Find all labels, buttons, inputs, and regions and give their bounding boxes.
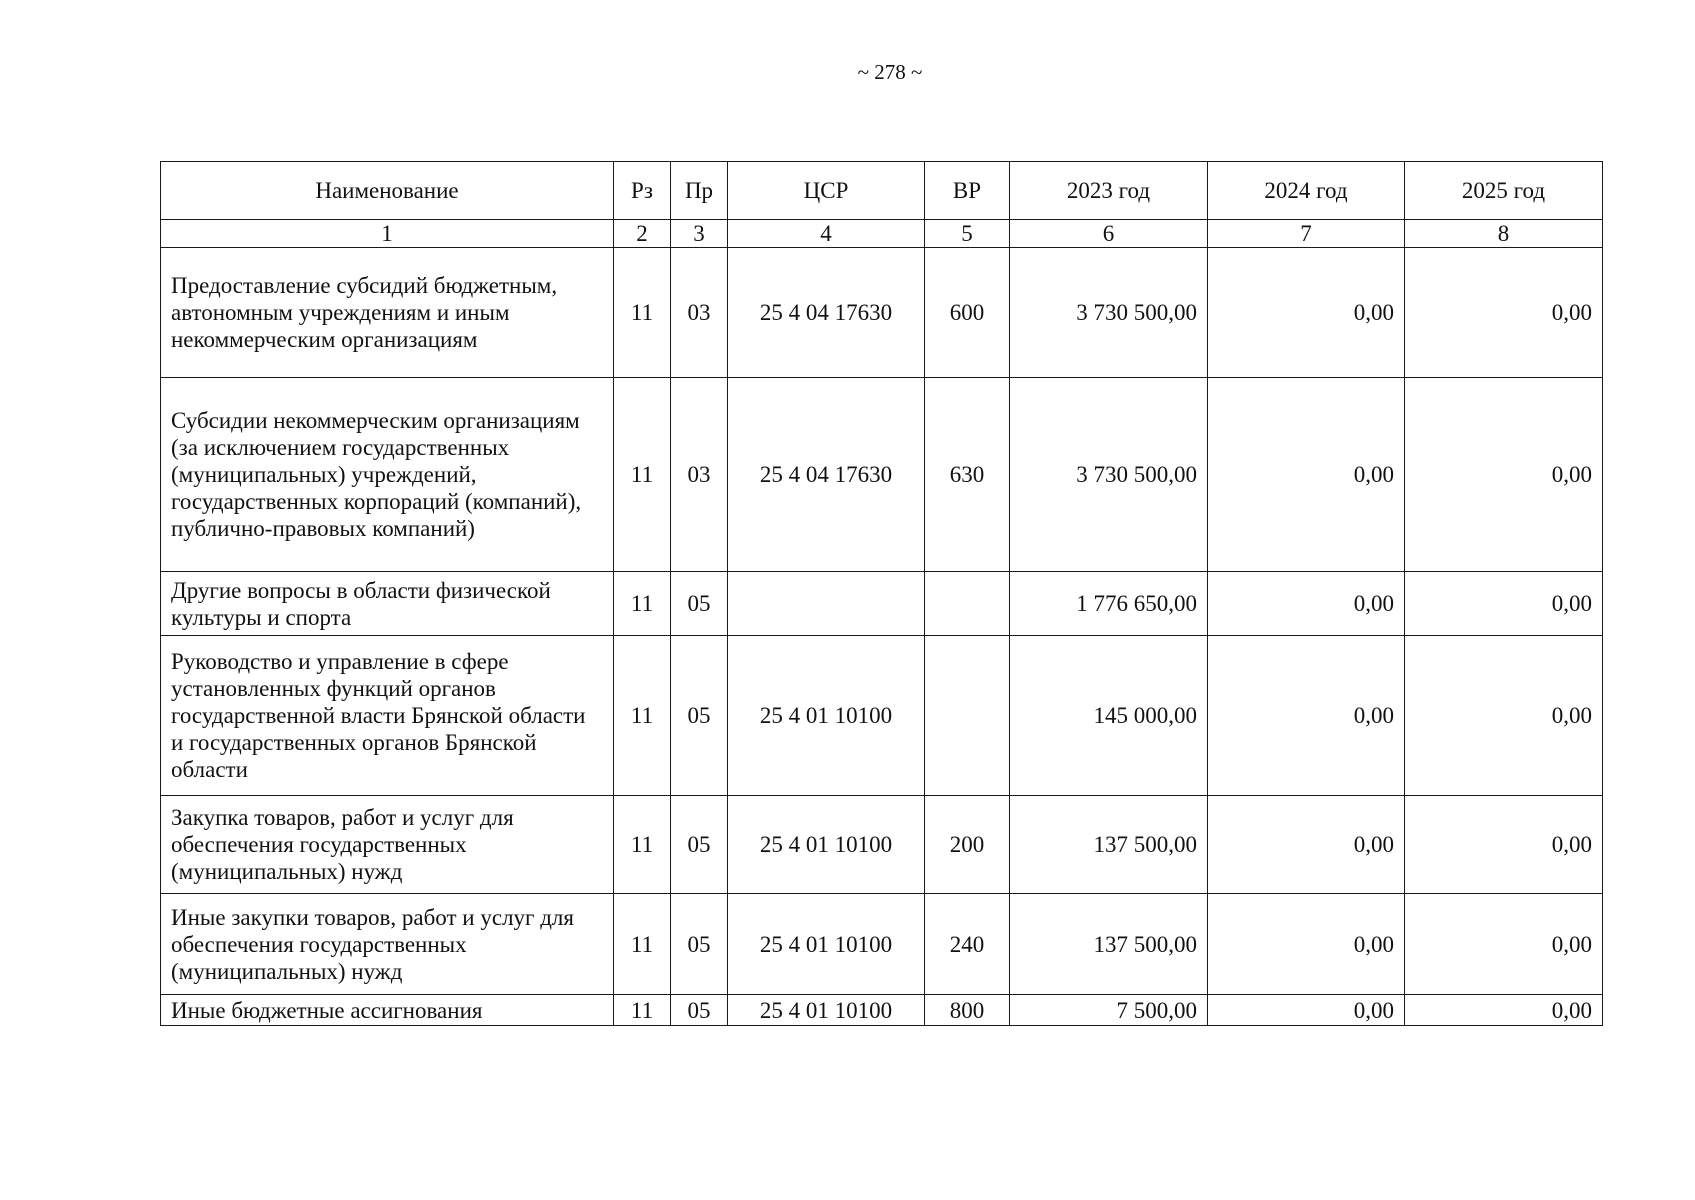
cell-rz: 11 bbox=[614, 796, 671, 894]
cell-vr bbox=[925, 636, 1010, 796]
column-number: 7 bbox=[1208, 220, 1405, 248]
cell-vr: 600 bbox=[925, 248, 1010, 378]
cell-rz: 11 bbox=[614, 995, 671, 1026]
cell-rz: 11 bbox=[614, 636, 671, 796]
cell-csr bbox=[728, 572, 925, 636]
cell-vr: 240 bbox=[925, 894, 1010, 995]
column-number: 3 bbox=[671, 220, 728, 248]
table-row bbox=[161, 572, 1603, 636]
header-rz: Рз bbox=[614, 162, 671, 220]
header-vr: ВР bbox=[925, 162, 1010, 220]
cell-pr: 05 bbox=[671, 636, 728, 796]
cell-2024: 0,00 bbox=[1208, 995, 1405, 1026]
cell-csr: 25 4 01 10100 bbox=[728, 796, 925, 894]
cell-pr: 05 bbox=[671, 572, 728, 636]
header-2025: 2025 год bbox=[1405, 162, 1603, 220]
column-number: 4 bbox=[728, 220, 925, 248]
cell-pr: 05 bbox=[671, 796, 728, 894]
page-number: ~ 278 ~ bbox=[857, 60, 923, 84]
cell-name: Предоставление субсидий бюджетным, автономным учреждениям и иным некоммерческим организациям bbox=[161, 248, 614, 378]
cell-2025: 0,00 bbox=[1405, 378, 1603, 572]
header-pr: Пр bbox=[671, 162, 728, 220]
header-2024: 2024 год bbox=[1208, 162, 1405, 220]
cell-name: Субсидии некоммерческим организациям (за исключением государственных (муниципальных) учреждений, государственных корпораций (компаний), публично-правовых компаний) bbox=[161, 378, 614, 572]
table-row bbox=[161, 995, 1603, 1026]
header-name: Наименование bbox=[161, 162, 614, 220]
cell-csr: 25 4 01 10100 bbox=[728, 995, 925, 1026]
table-row bbox=[161, 636, 1603, 796]
cell-pr: 05 bbox=[671, 894, 728, 995]
cell-pr: 05 bbox=[671, 995, 728, 1026]
cell-vr: 200 bbox=[925, 796, 1010, 894]
cell-2023: 7 500,00 bbox=[1010, 995, 1208, 1026]
table-row bbox=[161, 894, 1603, 995]
column-number: 6 bbox=[1010, 220, 1208, 248]
cell-2024: 0,00 bbox=[1208, 796, 1405, 894]
cell-2023: 3 730 500,00 bbox=[1010, 248, 1208, 378]
cell-2025: 0,00 bbox=[1405, 894, 1603, 995]
cell-csr: 25 4 01 10100 bbox=[728, 894, 925, 995]
cell-2024: 0,00 bbox=[1208, 378, 1405, 572]
cell-2025: 0,00 bbox=[1405, 636, 1603, 796]
column-number-row bbox=[161, 220, 1603, 248]
cell-2023: 137 500,00 bbox=[1010, 796, 1208, 894]
cell-2023: 1 776 650,00 bbox=[1010, 572, 1208, 636]
cell-vr: 800 bbox=[925, 995, 1010, 1026]
cell-rz: 11 bbox=[614, 894, 671, 995]
cell-csr: 25 4 04 17630 bbox=[728, 248, 925, 378]
cell-vr: 630 bbox=[925, 378, 1010, 572]
table-row bbox=[161, 796, 1603, 894]
cell-rz: 11 bbox=[614, 248, 671, 378]
budget-table bbox=[160, 161, 1603, 1026]
cell-pr: 03 bbox=[671, 378, 728, 572]
cell-2024: 0,00 bbox=[1208, 248, 1405, 378]
cell-2023: 3 730 500,00 bbox=[1010, 378, 1208, 572]
cell-name: Другие вопросы в области физической культуры и спорта bbox=[161, 572, 614, 636]
cell-2025: 0,00 bbox=[1405, 995, 1603, 1026]
cell-csr: 25 4 04 17630 bbox=[728, 378, 925, 572]
cell-name: Закупка товаров, работ и услуг для обеспечения государственных (муниципальных) нужд bbox=[161, 796, 614, 894]
column-number: 5 bbox=[925, 220, 1010, 248]
column-number: 1 bbox=[161, 220, 614, 248]
cell-2025: 0,00 bbox=[1405, 796, 1603, 894]
cell-2025: 0,00 bbox=[1405, 572, 1603, 636]
cell-2023: 137 500,00 bbox=[1010, 894, 1208, 995]
cell-2024: 0,00 bbox=[1208, 636, 1405, 796]
cell-pr: 03 bbox=[671, 248, 728, 378]
cell-rz: 11 bbox=[614, 378, 671, 572]
cell-name: Иные бюджетные ассигнования bbox=[161, 995, 614, 1026]
header-row bbox=[161, 162, 1603, 220]
cell-2024: 0,00 bbox=[1208, 894, 1405, 995]
cell-name: Иные закупки товаров, работ и услуг для обеспечения государственных (муниципальных) нужд bbox=[161, 894, 614, 995]
header-csr: ЦСР bbox=[728, 162, 925, 220]
cell-csr: 25 4 01 10100 bbox=[728, 636, 925, 796]
header-2023: 2023 год bbox=[1010, 162, 1208, 220]
column-number: 2 bbox=[614, 220, 671, 248]
cell-2024: 0,00 bbox=[1208, 572, 1405, 636]
cell-2023: 145 000,00 bbox=[1010, 636, 1208, 796]
cell-rz: 11 bbox=[614, 572, 671, 636]
cell-2025: 0,00 bbox=[1405, 248, 1603, 378]
table-row bbox=[161, 248, 1603, 378]
cell-name: Руководство и управление в сфере установленных функций органов государственной власти Брянской области и государственных органов Брянской области bbox=[161, 636, 614, 796]
table-row bbox=[161, 378, 1603, 572]
column-number: 8 bbox=[1405, 220, 1603, 248]
cell-vr bbox=[925, 572, 1010, 636]
